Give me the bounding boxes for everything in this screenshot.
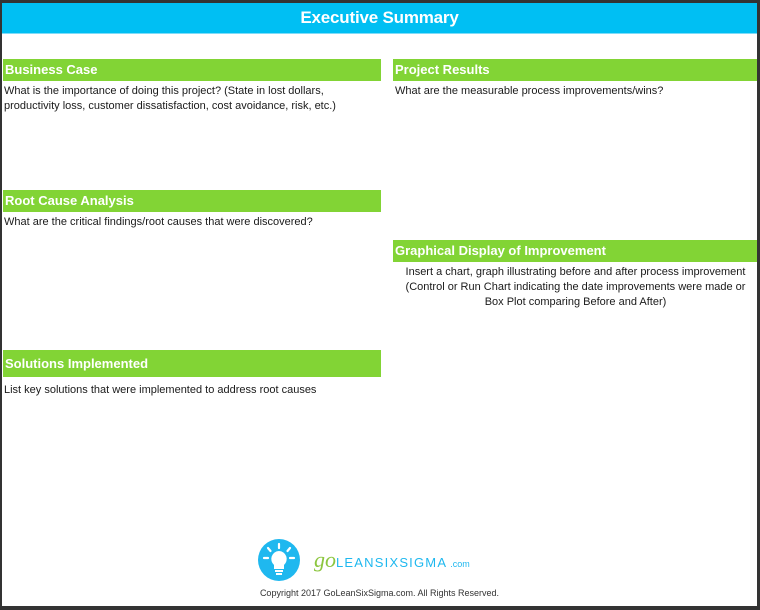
section-header: Business Case [3,59,381,81]
title-bar [2,3,757,34]
executive-summary-page [2,3,757,606]
section-header: Root Cause Analysis [3,190,381,212]
body-line: Insert a chart, graph illustrating before and after process improvement [405,266,746,278]
section-header: Graphical Display of Improvement [393,240,757,262]
brand-wordmark: go LEANSIXSIGMA .com [314,547,470,572]
section-graphical-display [393,240,757,310]
section-body[interactable]: What are the critical findings/root causes that were discovered? [4,216,313,228]
section-body[interactable] [393,262,757,310]
section-project-results [393,59,757,99]
body-line: (Control or Run Chart indicating the date improvements were made or [405,281,746,293]
section-body[interactable]: What is the importance of doing this project? (State in lost dollars, productivity loss, customer dissatisfaction, cost avoidance, risk, etc.) [4,85,336,112]
body-line: Box Plot comparing Before and After) [484,296,667,308]
copyright-text: Copyright 2017 GoLeanSixSigma.com. All Rights Reserved. [259,588,500,598]
section-root-cause-analysis [3,190,381,230]
section-body[interactable]: What are the measurable process improvements/wins? [395,85,664,97]
section-solutions-implemented [3,350,381,398]
section-body[interactable]: List key solutions that were implemented to address root causes [4,384,317,396]
brand-logo [258,539,470,581]
lightbulb-icon [258,539,300,581]
section-business-case [3,59,381,114]
page-title: Executive Summary [300,8,459,27]
section-header: Solutions Implemented [3,350,381,377]
section-header: Project Results [393,59,757,81]
footer [2,533,757,603]
